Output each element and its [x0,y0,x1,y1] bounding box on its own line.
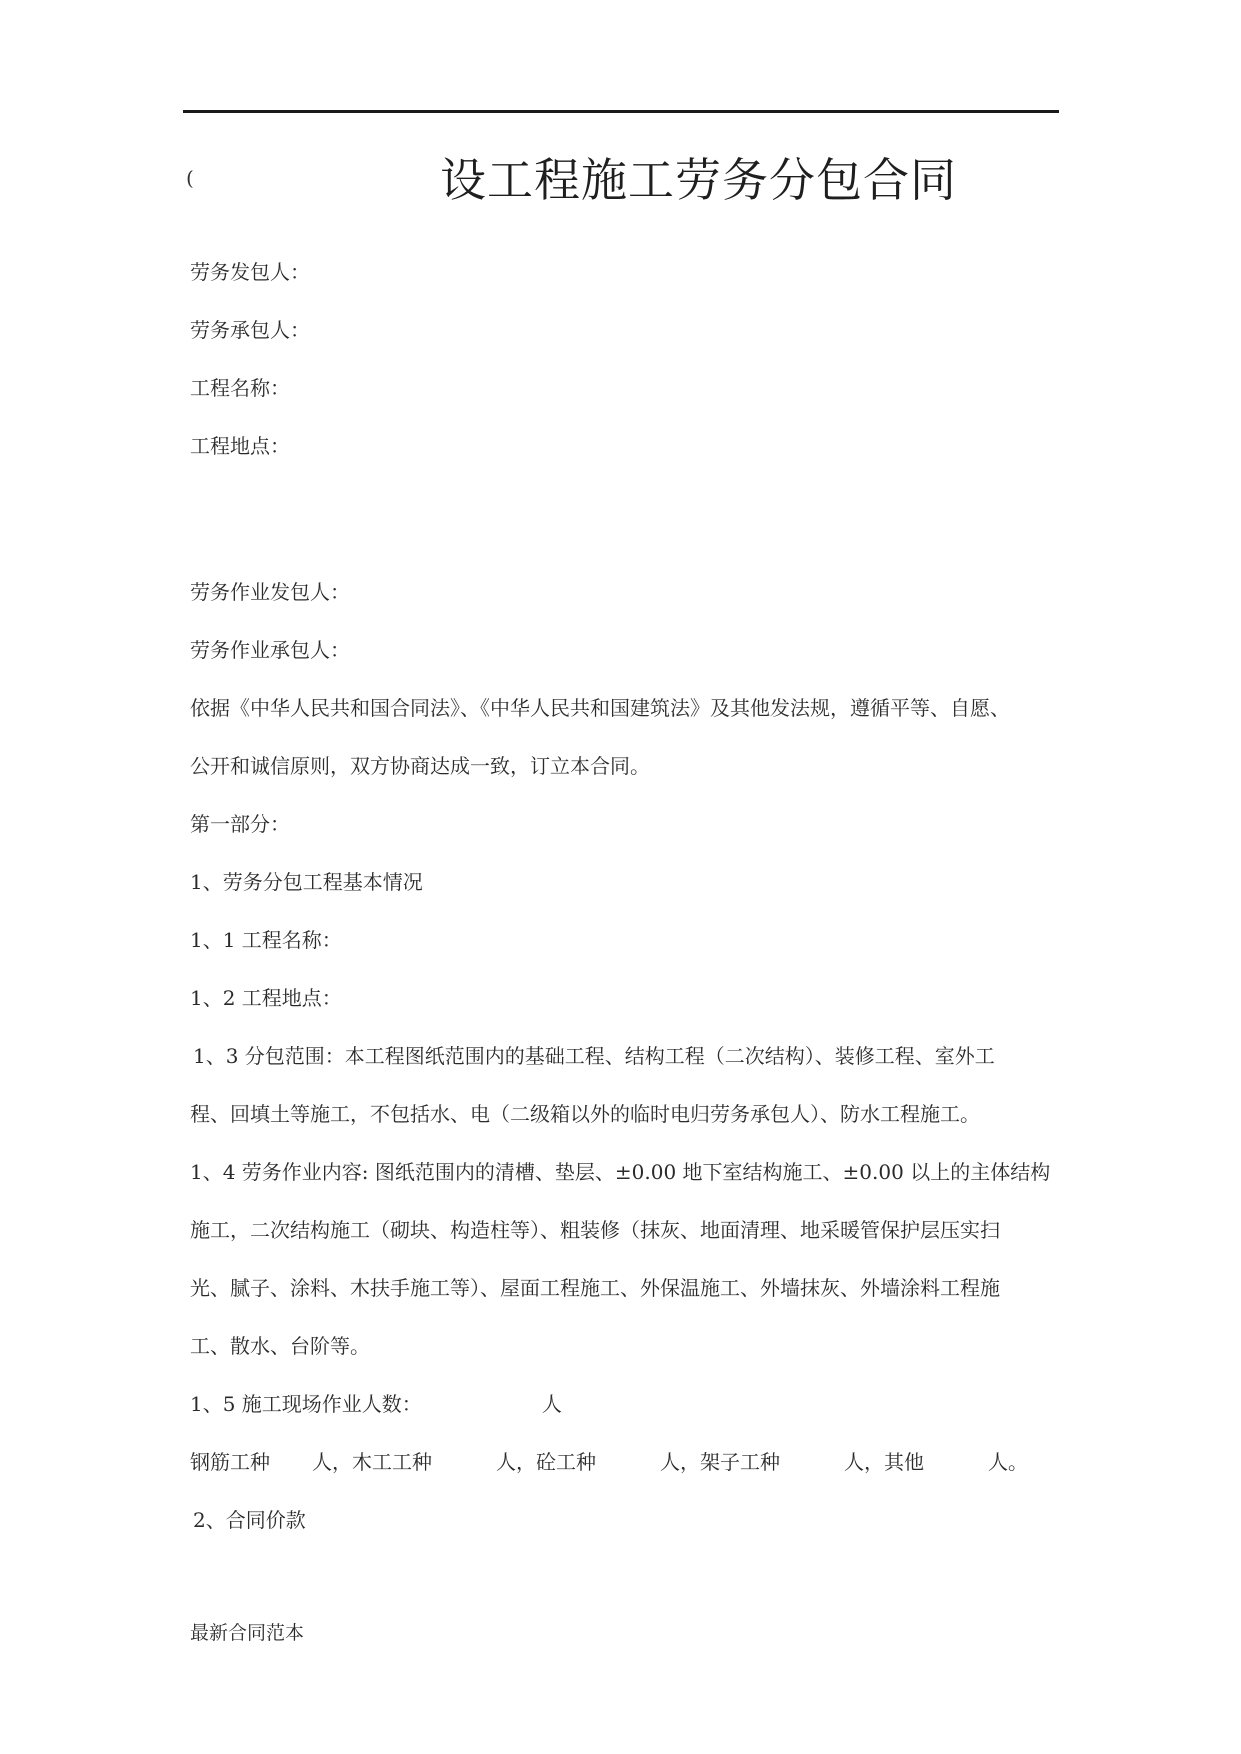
preamble-line-1: 依据《中华人民共和国合同法》、《中华人民共和国建筑法》及其他发法规，遵循平等、自愿、 [190,696,1010,720]
page-footer: 最新合同范本 [190,1622,305,1644]
work-employer-field: 劳务作业发包人： [190,580,350,604]
item-1-5-label: 1、5 施工现场作业人数： [190,1392,422,1416]
item-1-1: 1、1 工程名称： [190,928,342,952]
project-name-field: 工程名称： [190,376,290,400]
item-1-4-line-2: 施工，二次结构施工（砌块、构造柱等）、粗装修（抹灰、地面清理、地采暖管保护层压实扫 [190,1218,1000,1242]
item-1-5-unit: 人 [541,1392,562,1416]
trade-carpentry-unit: 人，砼工种 [496,1450,596,1474]
item-1-4-line-3: 光、腻子、涂料、木扶手施工等）、屋面工程施工、外保温施工、外墙抹灰、外墙涂料工程施 [190,1276,1000,1300]
employer-field: 劳务发包人： [190,260,310,284]
document-title: 设工程施工劳务分包合同 [440,153,957,207]
trade-scaffold-unit: 人，其他 [844,1450,924,1474]
trade-other-unit: 人。 [988,1450,1028,1474]
item-1-5 [190,1390,562,1418]
trade-rebar: 钢筋工种 [190,1450,270,1474]
item-1-3-line-1: 1、3 分包范围：本工程图纸范围内的基础工程、结构工程（二次结构）、装修工程、室外工 [193,1044,995,1068]
project-location-field: 工程地点： [190,434,290,458]
section-1-heading: 1、劳务分包工程基本情况 [190,870,423,894]
section-2-heading: 2、合同价款 [193,1508,306,1532]
header-rule [183,110,1059,113]
trade-tally [190,1448,1028,1476]
trade-rebar-unit: 人，木工工种 [312,1450,432,1474]
item-1-3-line-2: 程、回填土等施工，不包括水、电（二级箱以外的临时电归劳务承包人）、防水工程施工。 [190,1102,980,1126]
part-one-heading: 第一部分： [190,812,290,836]
work-contractor-field: 劳务作业承包人： [190,638,350,662]
item-1-4-line-4: 工、散水、台阶等。 [190,1334,370,1358]
trade-concrete-unit: 人，架子工种 [660,1450,780,1474]
item-1-4-line-1: 1、4 劳务作业内容: 图纸范围内的清槽、垫层、±0.00 地下室结构施工、±0.00 以上的主体结构 [190,1160,1051,1184]
preamble-line-2: 公开和诚信原则，双方协商达成一致，订立本合同。 [190,754,650,778]
stray-mark: ( [186,166,194,190]
item-1-2: 1、2 工程地点： [190,986,342,1010]
contractor-field: 劳务承包人： [190,318,310,342]
